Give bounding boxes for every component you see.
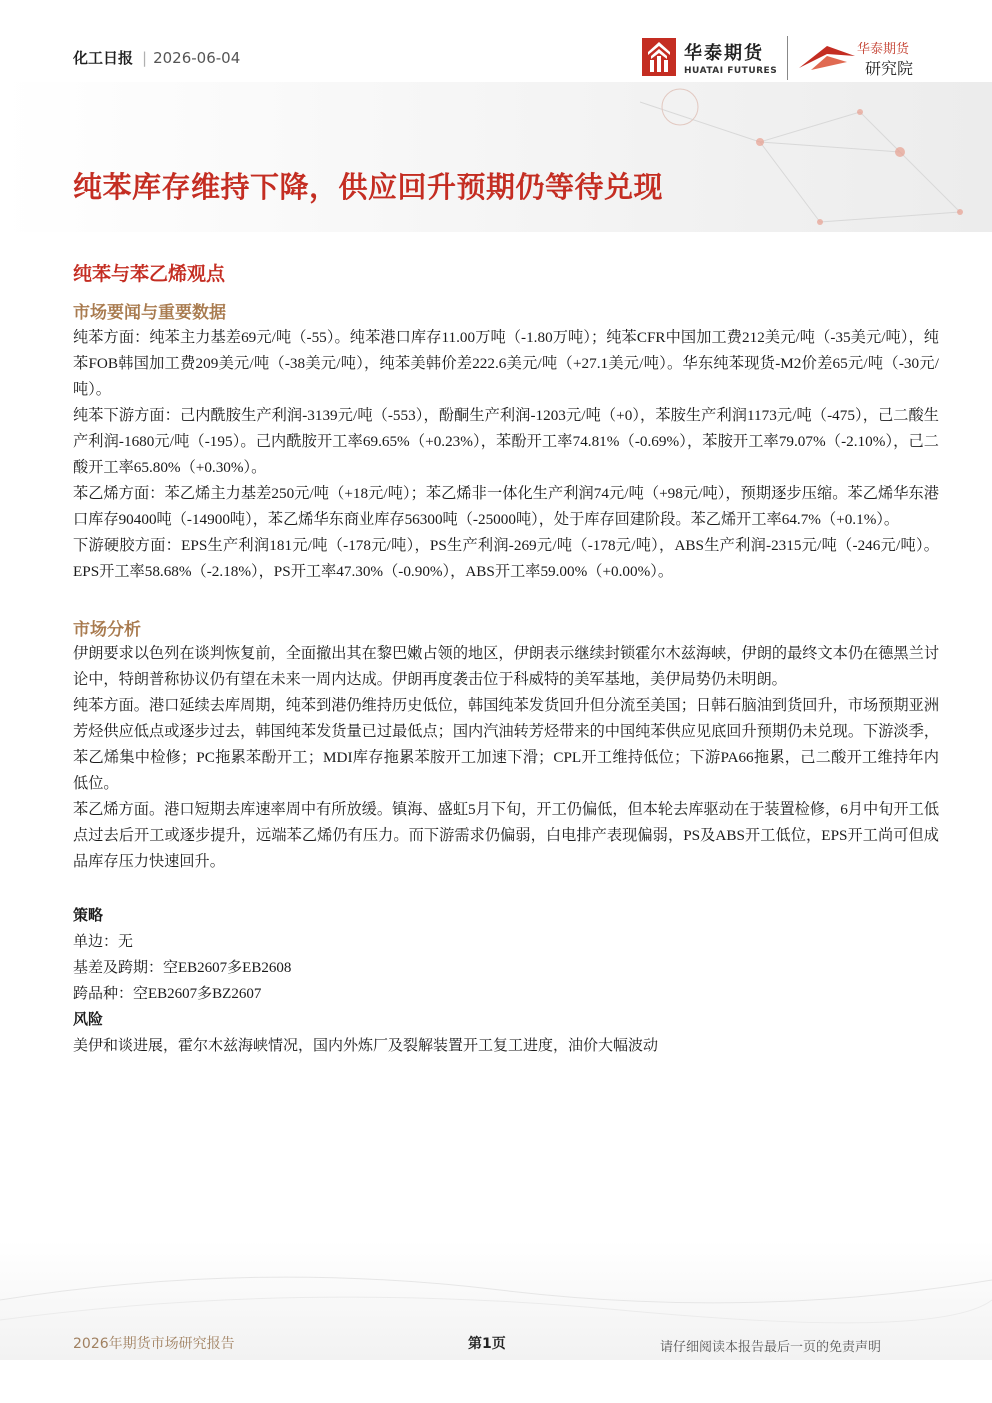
strategy-item: 跨品种：空EB2607多BZ2607 (73, 986, 262, 1002)
institute-brand-name: 华泰期货 (857, 42, 910, 57)
market-news-body (73, 325, 939, 585)
risk-heading: 风险 (73, 1010, 104, 1028)
paragraph-geopolitics: 伊朗要求以色列在谈判恢复前，全面撤出其在黎巴嫩占领的地区，伊朗表示继续封锁霍尔木兹海峡，伊朗的最终文本仍在德黑兰讨论中，特朗普称协议仍有望在未来一周内达成。伊朗再度袭击位于科威特的美军基地，美伊局势仍未明朗。 (73, 645, 939, 688)
huatai-futures-logo (642, 38, 777, 76)
market-news-heading: 市场要闻与重要数据 (73, 303, 226, 323)
report-type: 化工日报 (73, 49, 134, 67)
strategy-item: 基差及跨期：空EB2607多EB2608 (73, 960, 292, 976)
strategy-item: 单边：无 (73, 934, 134, 950)
title-banner-background (0, 82, 992, 232)
paragraph-styrene-analysis: 苯乙烯方面。港口短期去库速率周中有所放缓。镇海、盛虹5月下旬，开工仍偏低，但本轮去库驱动在于装置检修，6月中旬开工低点过去后开工或逐步提升，远端苯乙烯仍有压力。而下游需求仍偏弱，白电排产表现偏弱，PS及ABS开工低位，EPS开工尚可但成品库存压力快速回升。 (73, 801, 940, 870)
report-date: 2026-06-04 (153, 48, 241, 67)
huatai-logo-icon (642, 38, 676, 76)
page-number: 第1页 (468, 1336, 506, 1352)
logo-divider (787, 36, 788, 80)
market-analysis-body (73, 641, 939, 875)
report-header (73, 47, 240, 68)
market-analysis-heading: 市场分析 (73, 620, 141, 640)
footer-disclaimer: 请仔细阅读本报告最后一页的免责声明 (660, 1340, 882, 1355)
report-title: 纯苯库存维持下降，供应回升预期仍等待兑现 (73, 170, 664, 204)
paragraph-benzene-analysis: 纯苯方面。港口延续去库周期，纯苯到港仍维持历史低位，韩国纯苯发货回升但分流至美国；日韩石脑油到货回升，市场预期亚洲芳烃供应低点或逐步过去，韩国纯苯发货量已过最低点；国内汽油转芳烃带来的中国纯苯供应见底回升预期仍未兑现。下游淡季，苯乙烯集中检修；PC拖累苯酚开工；MDI库存拖累苯胺开工加速下滑；CPL开工维持低位；下游PA66拖累，己二酸开工维持年内低位。 (73, 697, 939, 792)
brand-cn-name: 华泰期货 (684, 42, 764, 64)
strategy-heading: 策略 (73, 906, 104, 924)
paragraph-styrene: 苯乙烯方面：苯乙烯主力基差250元/吨（+18元/吨）；苯乙烯非一体化生产利润74元/吨（+98元/吨），预期逐步压缩。苯乙烯华东港口库存90400吨（-14900吨），苯乙烯华东商业库存56300吨（-25000吨），处于库存回建阶段。苯乙烯开工率64.7%（+0.1%）。 (73, 485, 939, 528)
institute-bird-icon (797, 42, 857, 72)
institute-label: 研究院 (865, 59, 914, 78)
risk-text: 美伊和谈进展，霍尔木兹海峡情况，国内外炼厂及裂解装置开工复工进度，油价大幅波动 (73, 1038, 659, 1054)
footer-report-name: 2026年期货市场研究报告 (73, 1336, 235, 1352)
strategy-list (73, 929, 291, 1007)
brand-en-name: HUATAI FUTURES (684, 65, 778, 76)
header-separator: | (142, 48, 148, 67)
paragraph-benzene: 纯苯方面：纯苯主力基差69元/吨（-55）。纯苯港口库存11.00万吨（-1.80万吨）；纯苯CFR中国加工费212美元/吨（-35美元/吨），纯苯FOB韩国加工费209美元/吨（-38美元/吨），纯苯美韩价差222.6美元/吨（+27.1美元/吨）。华东纯苯现货-M2价差65元/吨（-30元/吨）。 (73, 329, 939, 398)
section-heading: 纯苯与苯乙烯观点 (73, 263, 226, 285)
paragraph-hard-plastics: 下游硬胶方面：EPS生产利润181元/吨（-178元/吨），PS生产利润-269元/吨（-178元/吨），ABS生产利润-2315元/吨（-246元/吨）。EPS开工率58.68%（-2.18%），PS开工率47.30%（-0.90%），ABS开工率59.00%（+0.00%）。 (73, 537, 939, 580)
paragraph-benzene-downstream: 纯苯下游方面：己内酰胺生产利润-3139元/吨（-553），酚酮生产利润-1203元/吨（+0），苯胺生产利润1173元/吨（-475），己二酸生产利润-1680元/吨（-195）。己内酰胺开工率69.65%（+0.23%），苯酚开工率74.81%（-0.69%），苯胺开工率79.07%（-2.10%），己二酸开工率65.80%（+0.30%）。 (73, 407, 939, 476)
